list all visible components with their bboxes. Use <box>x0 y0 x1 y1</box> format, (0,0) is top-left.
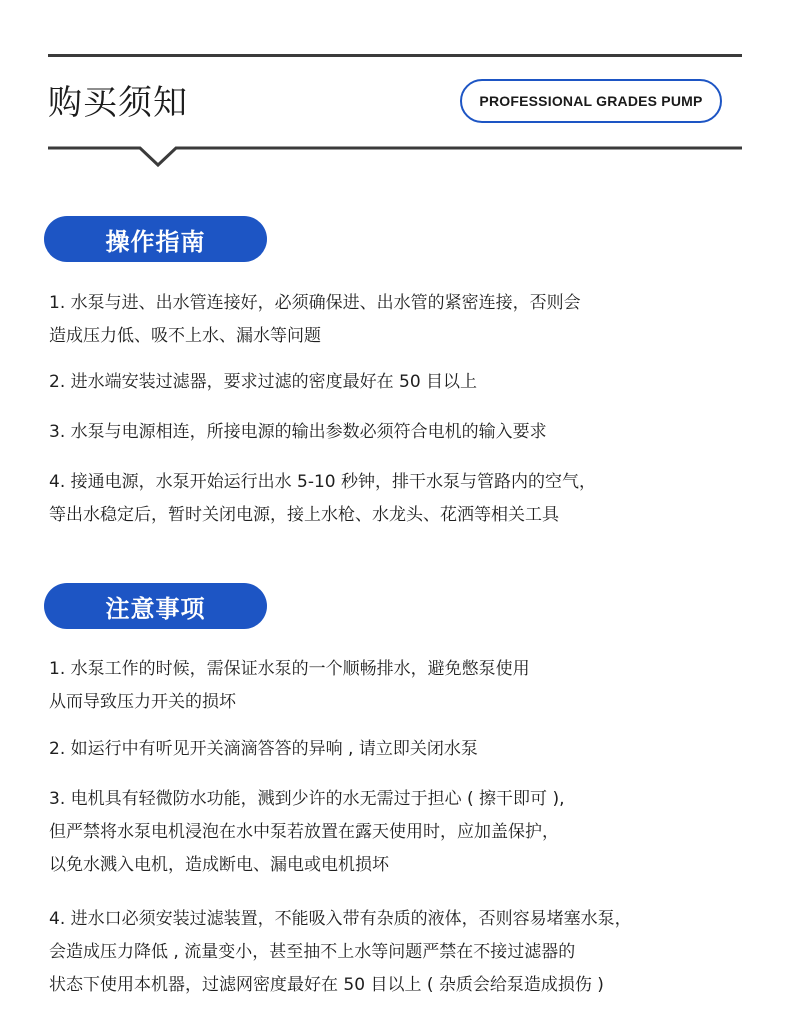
list-item <box>49 903 632 1002</box>
list-item-line: 4. 进水口必须安装过滤装置，不能吸入带有杂质的液体，否则容易堵塞水泵， <box>49 909 632 929</box>
list-item <box>49 783 565 882</box>
list-item <box>49 287 581 353</box>
list-item-line: 状态下使用本机器，过滤网密度最好在 50 目以上 ( 杂质会给泵造成损伤 ) <box>49 975 604 995</box>
list-item-line: 会造成压力降低 , 流量变小，甚至抽不上水等问题严禁在不接过滤器的 <box>49 942 576 962</box>
list-item <box>49 653 530 719</box>
list-item <box>49 366 477 399</box>
section-heading-precautions: 注意事项 <box>44 583 267 629</box>
list-item-line: 以免水溅入电机，造成断电、漏电或电机损坏 <box>49 855 389 875</box>
notch-divider <box>48 140 742 170</box>
list-item-line: 1. 水泵与进、出水管连接好，必须确保进、出水管的紧密连接，否则会 <box>49 293 581 313</box>
tagline-badge: PROFESSIONAL GRADES PUMP <box>460 79 722 123</box>
section-heading-operation-guide: 操作指南 <box>44 216 267 262</box>
list-item-line: 1. 水泵工作的时候，需保证水泵的一个顺畅排水，避免憋泵使用 <box>49 659 530 679</box>
list-item-line: 3. 水泵与电源相连，所接电源的输出参数必须符合电机的输入要求 <box>49 422 547 442</box>
list-item-line: 4. 接通电源，水泵开始运行出水 5-10 秒钟，排干水泵与管路内的空气， <box>49 472 597 492</box>
list-item <box>49 416 547 449</box>
list-item-line: 从而导致压力开关的损坏 <box>49 692 236 712</box>
list-item-line: 但严禁将水泵电机浸泡在水中泵若放置在露天使用时，应加盖保护， <box>49 822 559 842</box>
list-item-line: 3. 电机具有轻微防水功能，溅到少许的水无需过于担心 ( 擦干即可 ), <box>49 789 565 809</box>
list-item <box>49 466 596 532</box>
list-item-line: 2. 如运行中有听见开关滴滴答答的异响 , 请立即关闭水泵 <box>49 739 478 759</box>
list-item <box>49 733 478 766</box>
top-rule <box>48 54 742 57</box>
list-item-line: 造成压力低、吸不上水、漏水等问题 <box>49 326 321 346</box>
list-item-line: 等出水稳定后，暂时关闭电源，接上水枪、水龙头、花洒等相关工具 <box>49 505 559 525</box>
list-item-line: 2. 进水端安装过滤器，要求过滤的密度最好在 50 目以上 <box>49 372 478 392</box>
page-title: 购买须知 <box>48 83 188 123</box>
